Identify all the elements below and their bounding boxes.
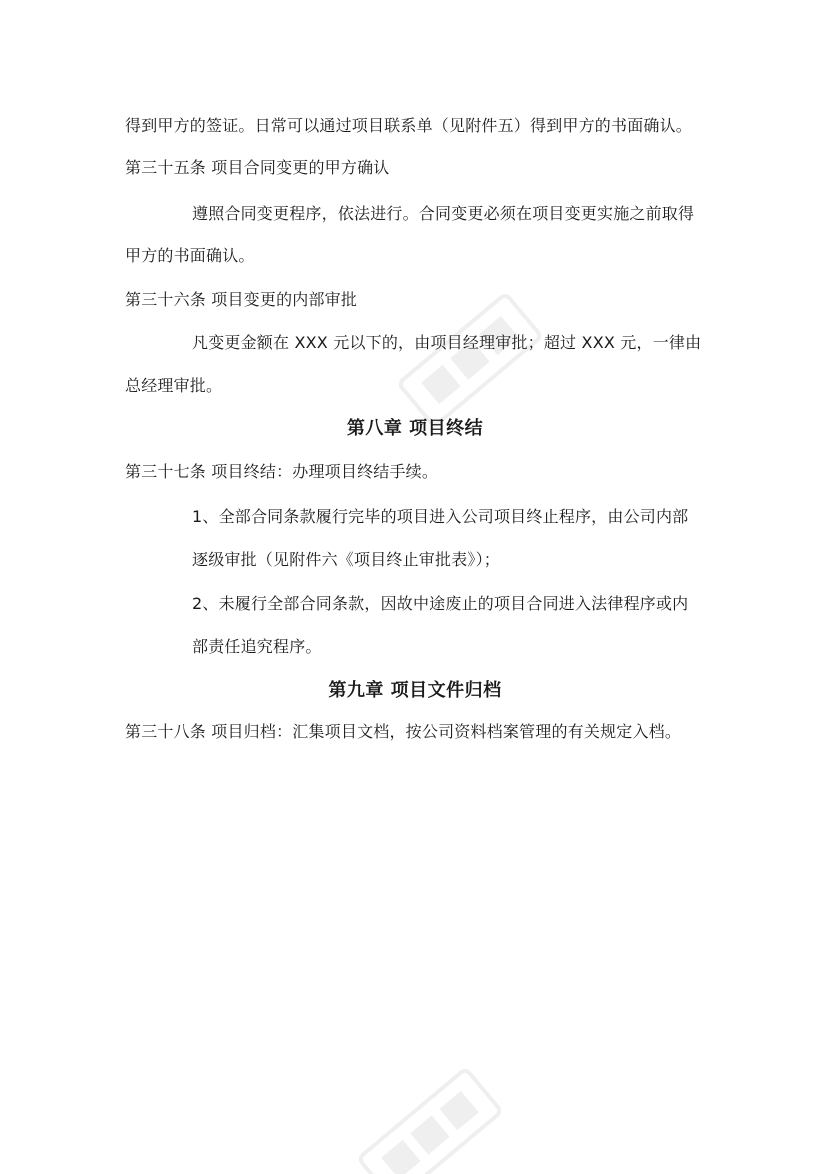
watermark-top [398,294,541,427]
paragraph-line: 总经理审批。 [125,376,223,395]
list-item-2: 2、未履行全部合同条款，因故中途废止的项目合同进入法律程序或内 [192,594,689,613]
article-37-title: 第三十七条 项目终结：办理项目终结手续。 [125,462,439,481]
list-item-2-cont: 部责任追究程序。 [192,637,322,656]
watermark-bottom [358,1069,501,1174]
article-35-title: 第三十五条 项目合同变更的甲方确认 [125,158,390,177]
paragraph-line: 凡变更金额在 XXX 元以下的，由项目经理审批；超过 XXX 元，一律由 [192,333,702,352]
article-36-title: 第三十六条 项目变更的内部审批 [125,290,358,309]
paragraph-line: 得到甲方的签证。日常可以通过项目联系单（见附件五）得到甲方的书面确认。 [125,116,693,135]
chapter-8-heading: 第八章 项目终结 [346,418,484,439]
paragraph-line: 遵照合同变更程序，依法进行。合同变更必须在项目变更实施之前取得 [192,204,695,223]
list-item-1: 1、全部合同条款履行完毕的项目进入公司项目终止程序，由公司内部 [192,507,689,526]
paragraph-line: 甲方的书面确认。 [125,246,255,265]
list-item-1-cont: 逐级审批（见附件六《项目终止审批表》）； [192,550,501,569]
article-38-title: 第三十八条 项目归档：汇集项目文档，按公司资料档案管理的有关规定入档。 [125,722,682,741]
chapter-9-heading: 第九章 项目文件归档 [328,680,502,701]
